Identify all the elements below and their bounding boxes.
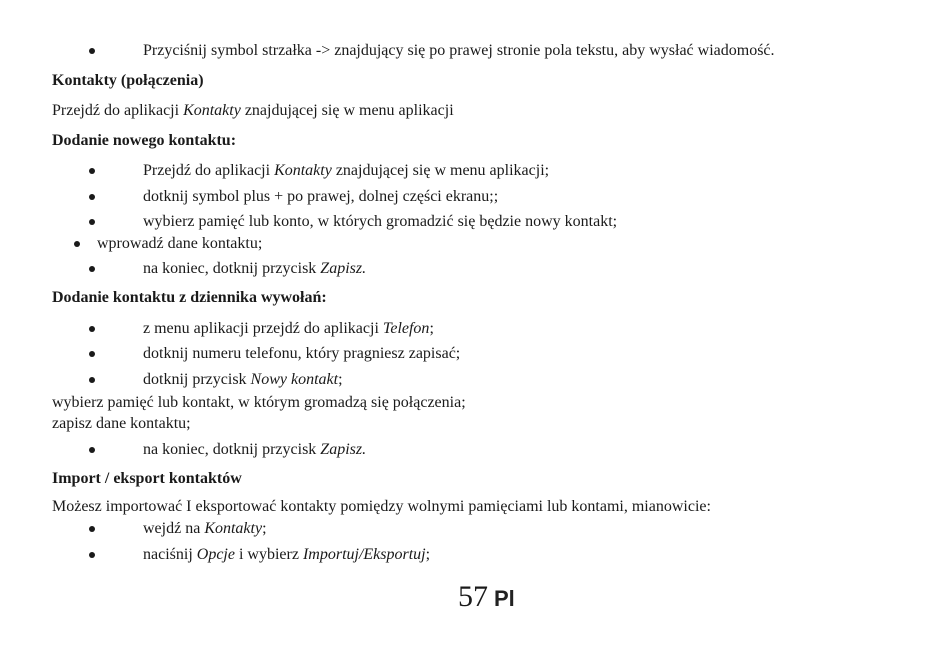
list-item: wprowadź dane kontaktu;: [97, 235, 263, 252]
bullet: [89, 447, 95, 453]
page-number: [458, 580, 515, 616]
bullet: [89, 194, 95, 200]
paragraph: Możesz importować I eksportować kontakty pomiędzy wolnymi pamięciami lub kontami, mianowicie:: [52, 498, 711, 515]
section-heading: Import / eksport kontaktów: [52, 470, 242, 487]
bullet: [74, 241, 80, 247]
bullet: [89, 326, 95, 332]
list-item: na koniec, dotknij przycisk Zapisz.: [143, 441, 367, 458]
list-item: Przejdź do aplikacji Kontakty znajdującej się w menu aplikacji;: [143, 162, 550, 179]
bullet: [89, 219, 95, 225]
paragraph: wybierz pamięć lub kontakt, w którym gromadzą się połączenia;: [52, 394, 466, 411]
list-item: dotknij symbol plus + po prawej, dolnej części ekranu;;: [143, 188, 499, 205]
bullet: [89, 168, 95, 174]
bullet: [89, 48, 95, 54]
paragraph: Przejdź do aplikacji Kontakty znajdującej się w menu aplikacji: [52, 102, 454, 119]
list-item: z menu aplikacji przejdź do aplikacji Telefon;: [143, 320, 434, 337]
language-label: Pl: [494, 586, 515, 611]
paragraph: zapisz dane kontaktu;: [52, 415, 191, 432]
section-heading: Dodanie nowego kontaktu:: [52, 132, 237, 149]
bullet: [89, 552, 95, 558]
list-item: dotknij numeru telefonu, który pragniesz zapisać;: [143, 345, 461, 362]
bullet: [89, 266, 95, 272]
bullet: [89, 351, 95, 357]
list-item: na koniec, dotknij przycisk Zapisz.: [143, 260, 367, 277]
section-heading: Kontakty (połączenia): [52, 72, 204, 89]
section-heading: Dodanie kontaktu z dziennika wywołań:: [52, 289, 327, 306]
list-item: dotknij przycisk Nowy kontakt;: [143, 371, 343, 388]
list-item: Przyciśnij symbol strzałka -> znajdujący się po prawej stronie pola tekstu, aby wysłać wiadomość.: [143, 42, 775, 59]
bullet: [89, 526, 95, 532]
list-item: wybierz pamięć lub konto, w których gromadzić się będzie nowy kontakt;: [143, 213, 618, 230]
list-item: wejdź na Kontakty;: [143, 520, 267, 537]
page-number-value: 57: [458, 580, 488, 613]
list-item: naciśnij Opcje i wybierz Importuj/Eksportuj;: [143, 546, 431, 563]
bullet: [89, 377, 95, 383]
